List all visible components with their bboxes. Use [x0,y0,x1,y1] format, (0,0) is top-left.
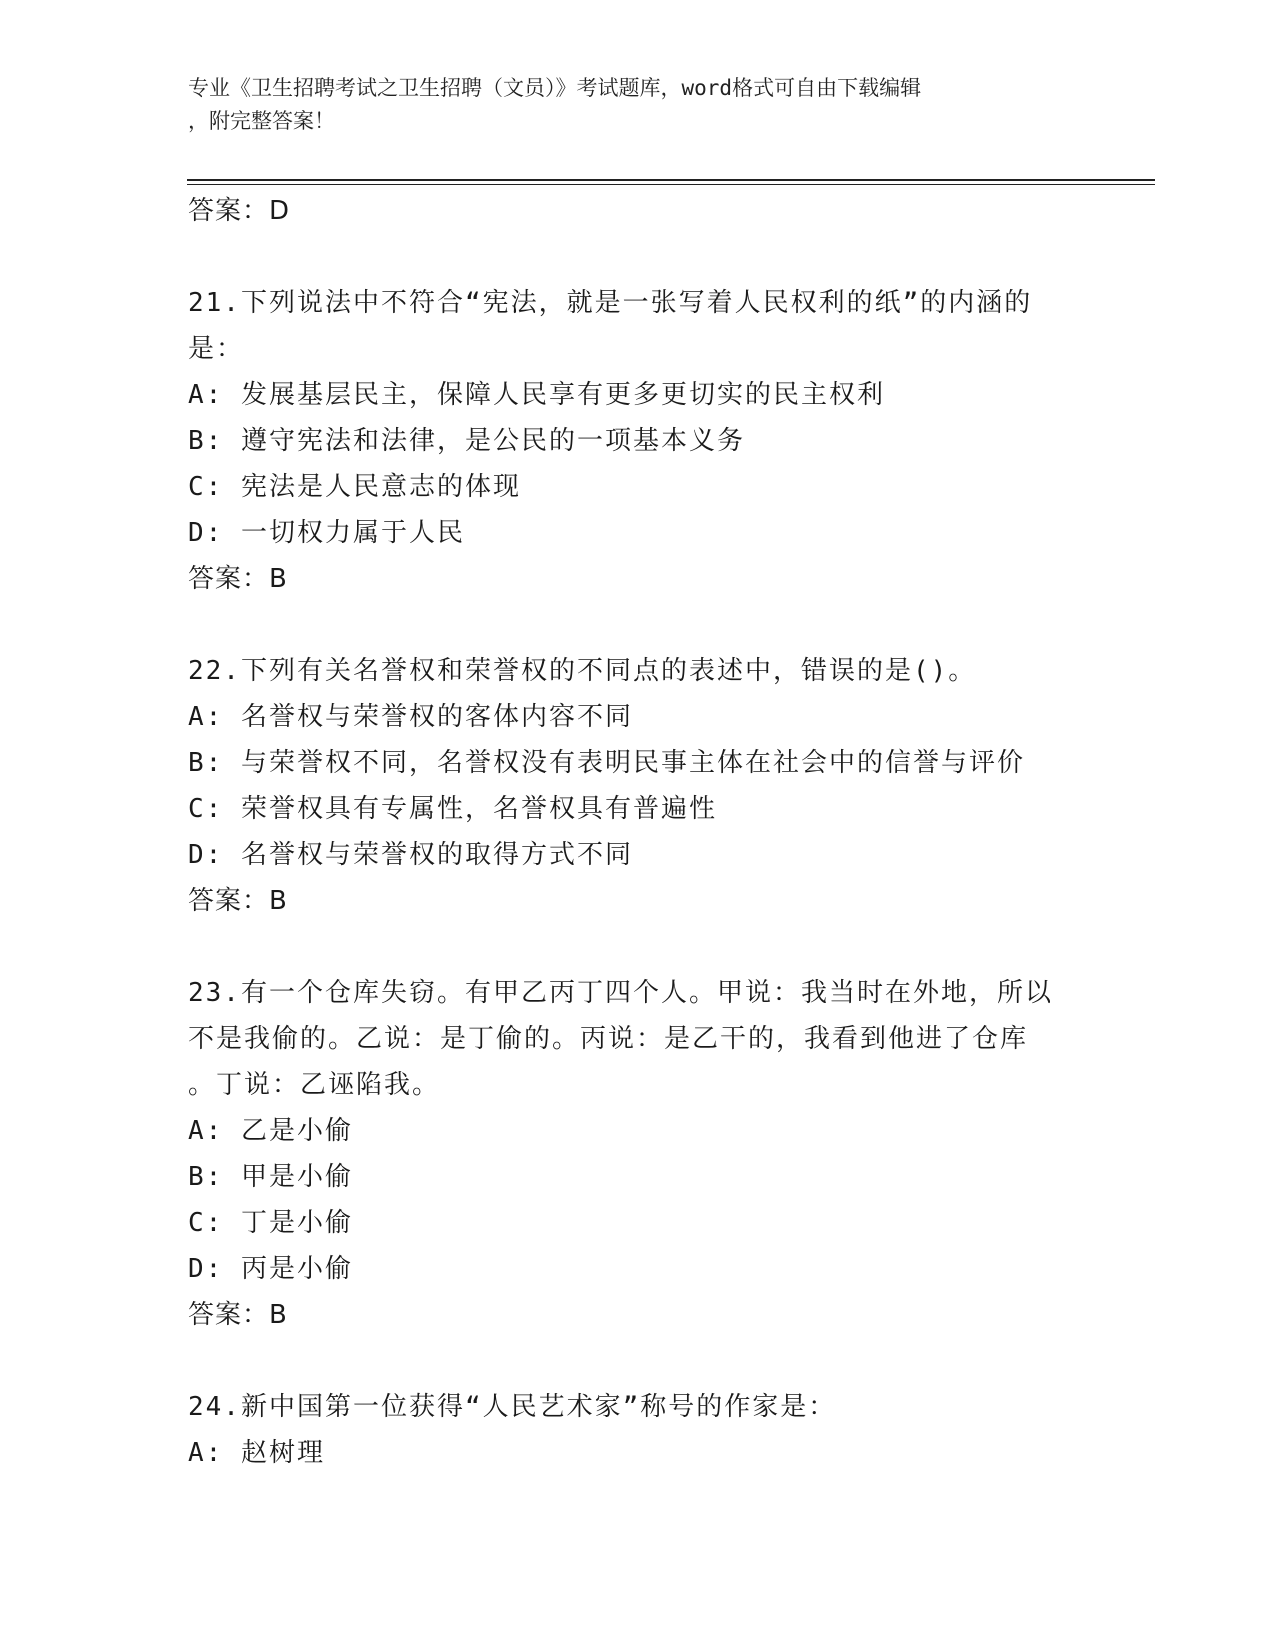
option-c: C: 宪法是人民意志的体现 [188,472,521,502]
option-d: D: 一切权力属于人民 [188,518,465,548]
option-d: D: 丙是小偷 [188,1254,353,1284]
header-divider-thick [187,179,1155,181]
header-line-2: ，附完整答案！ [188,109,335,133]
option-b: B: 遵守宪法和法律，是公民的一项基本义务 [188,426,745,456]
option-b: B: 与荣誉权不同，名誉权没有表明民事主体在社会中的信誉与评价 [188,748,1025,778]
question-stem: 是： [188,334,245,364]
question-21 [188,280,1088,602]
header-divider-thin [187,184,1155,185]
question-stem: 21.下列说法中不符合“宪法，就是一张写着人民权利的纸”的内涵的 [188,288,1033,318]
answer: 答案：B [188,564,288,594]
answer-prev: 答案：D [188,196,291,226]
document-header [188,72,1068,138]
question-stem: 不是我偷的。乙说：是丁偷的。丙说：是乙干的，我看到他进了仓库 [188,1024,1029,1054]
option-c: C: 荣誉权具有专属性，名誉权具有普遍性 [188,794,717,824]
question-22 [188,648,1088,924]
document-body [188,188,1088,1476]
option-d: D: 名誉权与荣誉权的取得方式不同 [188,840,633,870]
question-23 [188,970,1088,1338]
question-stem: 23.有一个仓库失窃。有甲乙丙丁四个人。甲说：我当时在外地，所以 [188,978,1053,1008]
question-24 [188,1384,1088,1476]
question-stem: 22.下列有关名誉权和荣誉权的不同点的表述中，错误的是()。 [188,656,977,686]
option-a: A: 发展基层民主，保障人民享有更多更切实的民主权利 [188,380,885,410]
question-stem: 24.新中国第一位获得“人民艺术家”称号的作家是： [188,1392,837,1422]
option-b: B: 甲是小偷 [188,1162,353,1192]
answer: 答案：B [188,886,288,916]
option-a: A: 赵树理 [188,1438,325,1468]
option-a: A: 乙是小偷 [188,1116,353,1146]
header-line-1: 专业《卫生招聘考试之卫生招聘（文员）》考试题库，word格式可自由下载编辑 [188,76,922,100]
answer: 答案：B [188,1300,288,1330]
option-c: C: 丁是小偷 [188,1208,353,1238]
option-a: A: 名誉权与荣誉权的客体内容不同 [188,702,633,732]
question-stem: 。丁说：乙诬陷我。 [188,1070,441,1100]
